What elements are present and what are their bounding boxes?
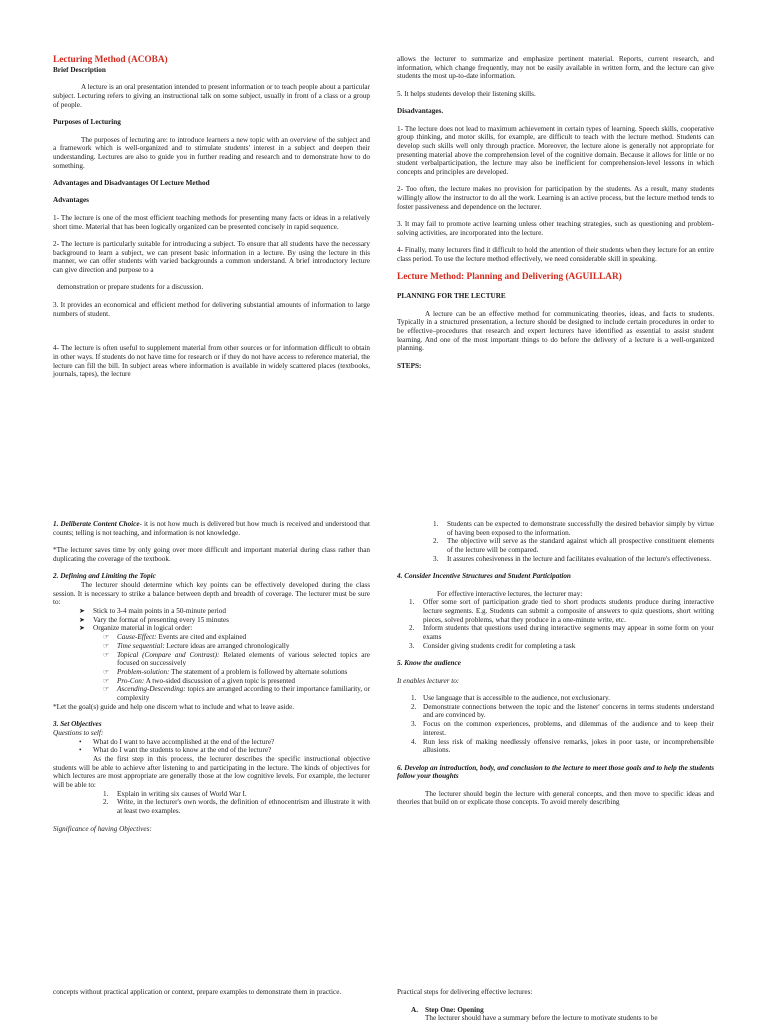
- list-item: 1. Use language that is accessible to the audience, not exclusionary.: [411, 693, 610, 702]
- disadvantages-heading: Disadvantages.: [397, 107, 444, 116]
- significance-heading: Significance of having Objectives:: [53, 824, 152, 833]
- objectives-example-list: [53, 790, 370, 816]
- list-item: • What do I want to have accomplished at the end of the lecture?: [79, 737, 275, 746]
- bullet-icon: •: [79, 746, 82, 755]
- hand-bullet-icon: ☞: [103, 633, 110, 642]
- step-2-text: The lecturer should determine which key points can be effectively developed during the class session. It is necessary to strike a balance between depth and breadth of coverage. The lecturer must be sure to:: [53, 580, 370, 607]
- advantages-heading: Advantages: [53, 196, 89, 205]
- list-item: ➤ Vary the format of presenting every 15 minutes: [79, 615, 229, 624]
- step-3-text: As the first step in this process, the lecturer describes the specific instructional objective students will be able to achieve after listening to and participating in the lecture. The kinds of objectives for which lectures are most appropriate are generally those at the low cognitive levels. For example, the lecturer will be able to:: [53, 754, 370, 790]
- second-title: Lecture Method: Planning and Delivering (AGUILLAR): [397, 272, 622, 283]
- right-bottom-column: [397, 520, 714, 807]
- questions-list: [53, 738, 370, 755]
- disadvantage-1: 1- The lecture does not lead to maximum achievement in certain types of learning. Speech skills, cooperative group thinking, and motor skills, for example, are difficult to teach with the lecture method. Students can develop such skills well only through practice. Moreover, the lecture alone is generally not appropriate for presenting material above the comprehension level of the cognitive domain. Because it allows for little or no student verbalparticipation, the lecture may also be inefficient for comprehension-level lessons in which concepts and principles are developed.: [397, 124, 714, 177]
- step-3-subtitle: Questions to self:: [53, 728, 104, 737]
- arrow-bullet-icon: ➤: [79, 607, 86, 615]
- list-item: ☞ Time sequential: Lecture ideas are arranged chronologically: [103, 641, 290, 650]
- step-4-list: [397, 598, 714, 650]
- step-a-title: Step One: Opening: [425, 1005, 484, 1014]
- main-title: Lecturing Method (ACOBA): [53, 55, 168, 65]
- step-2-title: 2. Defining and Limiting the Topic: [53, 572, 156, 581]
- step-4-text: For effective interactive lectures, the lecturer may:: [437, 589, 583, 598]
- adv-dis-heading: Advantages and Disadvantages Of Lecture Method: [53, 179, 210, 188]
- list-item: 1. Offer some sort of participation grade tied to short products students produce during interactive lecture segments. E.g. Students can submit a composite of answers to quiz questions, short writing pieces, solved problems, what they produce in a one-minute write, etc.: [409, 598, 714, 624]
- right-bottom-footer-text: [397, 988, 714, 1023]
- list-item: ☞ Topical (Compare and Contrast): Related elements of various selected topics are focused on successively: [103, 650, 370, 668]
- purposes-paragraph: The purposes of lecturing are: to introduce learners a new topic with an overview of the subject and a framework which is well-organized and to stimulate students' interest in a subject and deepen their understanding. Lectures are also to guide you in further reading and research and to demonstrate how to do something.: [53, 135, 370, 170]
- hand-bullet-icon: ☞: [103, 685, 110, 694]
- arrow-bullet-icon: ➤: [79, 624, 86, 633]
- step-5-title: 5. Know the audience: [397, 659, 461, 668]
- list-item: 4. Run less risk of making needlessly offensive remarks, jokes in poor taste, or incomprehensible allusions.: [411, 737, 714, 755]
- step-1-title: 1. Deliberate Content Choice: [53, 520, 140, 528]
- step-a-text: The lecturer should have a summary before the lecture to motivate students to be: [425, 1014, 658, 1023]
- step-5-list: [397, 694, 714, 755]
- purposes-heading: Purposes of Lecturing: [53, 118, 121, 127]
- list-item: ➤ Organize material in logical order:: [79, 624, 193, 633]
- list-item: 2. The objective will serve as the standard against which all prospective constituent elements of the lecture will be compared.: [433, 537, 714, 555]
- list-item: 3. It assures cohesiveness in the lecture and facilitates evaluation of the lecture's effectiveness.: [433, 554, 711, 563]
- significance-list: [397, 520, 714, 564]
- list-item: ➤ Stick to 3-4 main points in a 50-minute period: [79, 607, 226, 615]
- step-1-text: - it is not how much is delivered but how much is received and understood that counts; telling is not teaching, and information is not knowledge.: [53, 520, 370, 537]
- list-item: 1. Students can be expected to demonstrate successfully the desired behavior simply by virtue of having been exposed to the information.: [433, 520, 714, 537]
- left-bottom-footer-text: concepts without practical application or context, prepare examples to demonstrate them in practice.: [53, 988, 342, 996]
- step-1: [53, 520, 370, 537]
- advantage-5: 5. It helps students develop their listening skills.: [397, 89, 536, 98]
- advantage-2-cont: demonstration or prepare students for a discussion.: [57, 283, 204, 292]
- practical-steps-heading: Practical steps for delivering effective lectures:: [397, 988, 533, 996]
- steps-heading: STEPS:: [397, 361, 422, 370]
- step-2-note: *Let the goal(s) guide and help one discern what to include and what to leave aside.: [53, 702, 295, 711]
- disadvantage-2: 2- Too often, the lecture makes no provision for participation by the students. As a result, many students willingly allow the instructor to do all the work. Learning is an active process, but the lecture method tends to foster passiveness and dependence on the lecturer.: [397, 185, 714, 211]
- list-item: ☞ Problem-solution: The statement of a problem is followed by alternate solutions: [103, 667, 348, 676]
- hand-bullet-icon: ☞: [103, 650, 110, 659]
- hand-bullet-icon: ☞: [103, 667, 110, 676]
- step-4-title: 4. Consider Incentive Structures and Student Participation: [397, 572, 571, 581]
- list-item: ☞ Cause-Effect: Events are cited and explained: [103, 633, 247, 642]
- list-item: 2. Write, in the lecturer's own words, the definition of ethnocentrism and illustrate it with at least two examples.: [103, 798, 370, 816]
- advantage-1: 1- The lecture is one of the most efficient teaching methods for presenting many facts or ideas in a relatively short time. Material that has been logically organized can be presented concisely in rapid sequence.: [53, 213, 370, 231]
- list-item: 3. Consider giving students credit for completing a task: [409, 641, 576, 650]
- planning-paragraph: A lecture can be an effective method for communicating theories, ideas, and facts to students. Typically in a structured presentation, a lecture should be designed to include certain procedures in order to be effective–procedures that research and expert lecturers have identified as essential to assist student learning. And one of the most important things to do before the delivery of a lecture is a well-organized planning.: [397, 309, 714, 353]
- advantage-4: 4- The lecture is often useful to supplement material from other sources or for information difficult to obtain in other ways. If students do not have time for research or if they do not have access to reference material, the lecture can fill the bill. In subject areas where information is available in widely scattered places (textbooks, journals, tapes), the lecture: [53, 344, 370, 379]
- brief-paragraph: A lecture is an oral presentation intended to present information or to teach people about a particular subject. Lecturing refers to giving an instructional talk on some subject, usually in front of a class or a group of people.: [53, 83, 370, 109]
- list-item: 2. Demonstrate connections between the topic and the listener' concerns in terms students understand and are convinced by.: [411, 702, 714, 720]
- step-2-list: [53, 607, 370, 633]
- hand-bullet-icon: ☞: [103, 676, 110, 685]
- step-1-note: *The lecturer saves time by only going over more difficult and important material during class rather than duplicating the coverage of the textbook.: [53, 546, 370, 563]
- disadvantage-4: 4- Finally, many lecturers find it difficult to hold the attention of their students when they lecture for an entire class period. To use the lecture method effectively, we need considerable skill in speaking.: [397, 246, 714, 264]
- left-top-column: [53, 55, 370, 379]
- brief-heading: Brief Description: [53, 66, 106, 74]
- left-bottom-column: [53, 520, 370, 833]
- planning-heading: PLANNING FOR THE LECTURE: [397, 292, 506, 301]
- step-a: A. Step One: Opening: [411, 1005, 484, 1014]
- advantage-2: 2- The lecture is particularly suitable for introducing a subject. To ensure that all students have the necessary background to learn a subject, we can present basic information in a lecture. By using the lecture in this manner, we can offer students with varied backgrounds a common understand. A brief introductory lecture can give direction and purpose to a: [53, 239, 370, 275]
- list-item: • What do I want the students to know at the end of the lecture?: [79, 746, 272, 755]
- right-top-column: [397, 55, 714, 370]
- list-item: ☞ Pro-Con: A two-sided discussion of a given topic is presented: [103, 676, 296, 685]
- step-3-title: 3. Set Objectives: [53, 720, 102, 729]
- advantage-4-cont: allows the lecturer to summarize and emphasize pertinent material. Reports, current research, and information, which change frequently, may not be easily available in written form, and the lecture can give students the most up-to-date information.: [397, 55, 714, 81]
- step-5-subtitle: It enables lecturer to:: [397, 676, 460, 685]
- list-item: ☞ Ascending-Descending: topics are arranged according to their importance familiarity, or complexity: [103, 685, 371, 703]
- list-item: 2. Inform students that questions used during interactive segments may appear in some form on your exams: [409, 624, 714, 642]
- list-item: 3. Focus on the common experiences, problems, and dilemmas of the audience and to keep their interest.: [411, 720, 714, 737]
- order-types-list: [53, 633, 370, 703]
- list-item: 1. Explain in writing six causes of World War I.: [103, 789, 247, 798]
- advantage-3: 3. It provides an economical and efficient method for delivering substantial amounts of information to large numbers of student.: [53, 300, 370, 318]
- arrow-bullet-icon: ➤: [79, 615, 86, 624]
- hand-bullet-icon: ☞: [103, 641, 110, 650]
- bullet-icon: •: [79, 737, 82, 746]
- disadvantage-3: 3. It may fail to promote active learning unless other teaching strategies, such as questioning and problem-solving activities, are incorporated into the lecture.: [397, 220, 714, 237]
- step-6-text: The lecturer should begin the lecture with general concepts, and then move to specific ideas and theories that build on or explicate those concepts. To avoid merely describing: [397, 789, 714, 807]
- step-6-title: 6. Develop an introduction, body, and conclusion to the lecture to meet those goals and to help the students follow your thoughts: [397, 763, 714, 781]
